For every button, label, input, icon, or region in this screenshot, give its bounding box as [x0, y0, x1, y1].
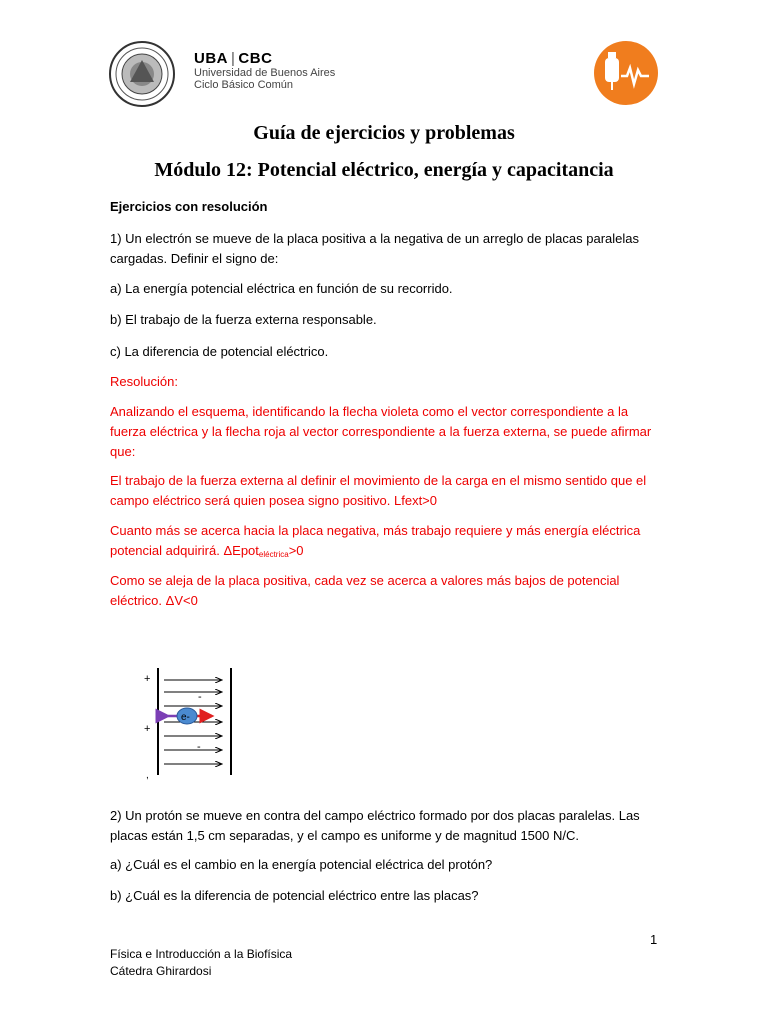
uba-cbc-logo	[194, 50, 335, 91]
parallel-plates-diagram	[138, 660, 248, 785]
exercise1-item-c: c) La diferencia de potencial eléctrico.	[110, 344, 329, 359]
minus-sign-top: -	[198, 691, 202, 703]
footer-course-name: Física e Introducción a la Biofísica	[110, 947, 293, 961]
bottom-mark: ,	[146, 770, 149, 781]
logo-separator: |	[231, 50, 236, 67]
logo-university-name: Universidad de Buenos Aires	[194, 67, 336, 79]
resolution-p3-subscript: eléctrica	[258, 550, 289, 559]
logo-title	[194, 50, 335, 67]
resolution-paragraph-3	[110, 521, 658, 565]
resolution-p3-text: Cuanto más se acerca hacia la placa negativa, más trabajo requiere y más energía eléctrica potencial adquirirá. ΔEpot	[110, 523, 641, 558]
electron-label: e-	[181, 712, 190, 723]
resolution-p3-end: >0	[288, 543, 304, 558]
exercise1-item-b: b) El trabajo de la fuerza externa responsable.	[110, 312, 377, 327]
page-title: Guía de ejercicios y problemas	[253, 122, 515, 144]
exercise2-item-b: b) ¿Cuál es la diferencia de potencial eléctrico entre las placas?	[110, 888, 479, 903]
biophysics-logo-icon	[593, 40, 659, 106]
resolution-paragraph-4: Como se aleja de la placa positiva, cada vez se acerca a valores más bajos de potencial eléctrico. ΔV<0	[110, 573, 620, 608]
exercise2-item-a: a) ¿Cuál es el cambio en la energía potencial eléctrica del protón?	[110, 857, 493, 872]
resolution-paragraph-1: Analizando el esquema, identificando la flecha violeta como el vector correspondiente a la fuerza eléctrica y la flecha roja al vector correspondiente a la fuerza externa, se puede afirmar que:	[110, 404, 652, 459]
exercise1-statement: 1) Un electrón se mueve de la placa positiva a la negativa de un arreglo de placas paralelas cargadas. Definir el signo de:	[110, 231, 639, 266]
page-number: 1	[650, 932, 658, 947]
resolution-label: Resolución:	[110, 374, 178, 389]
logo-cycle-name: Ciclo Básico Común	[194, 79, 294, 91]
exercise2-statement: 2) Un protón se mueve en contra del campo eléctrico formado por dos placas paralelas. Las placas están 1,5 cm separadas, y el campo es uniforme y de magnitud 1500 N/C.	[110, 808, 640, 843]
minus-sign-mid: -	[197, 741, 201, 753]
logo-cbc-text: CBC	[238, 50, 273, 67]
footer-chair-name: Cátedra Ghirardosi	[110, 964, 212, 978]
page-subtitle: Módulo 12: Potencial eléctrico, energía y capacitancia	[154, 159, 614, 181]
logo-uba-text: UBA	[194, 50, 228, 67]
exercise1-item-a: a) La energía potencial eléctrica en función de su recorrido.	[110, 281, 453, 296]
plus-sign-mid: +	[144, 723, 151, 735]
plus-sign-top: +	[144, 673, 151, 685]
section-heading: Ejercicios con resolución	[110, 199, 268, 214]
resolution-paragraph-2: El trabajo de la fuerza externa al definir el movimiento de la carga en el mismo sentido que el campo eléctrico será quien posea signo positivo. Lfext>0	[110, 473, 647, 508]
university-seal-icon	[108, 40, 176, 108]
